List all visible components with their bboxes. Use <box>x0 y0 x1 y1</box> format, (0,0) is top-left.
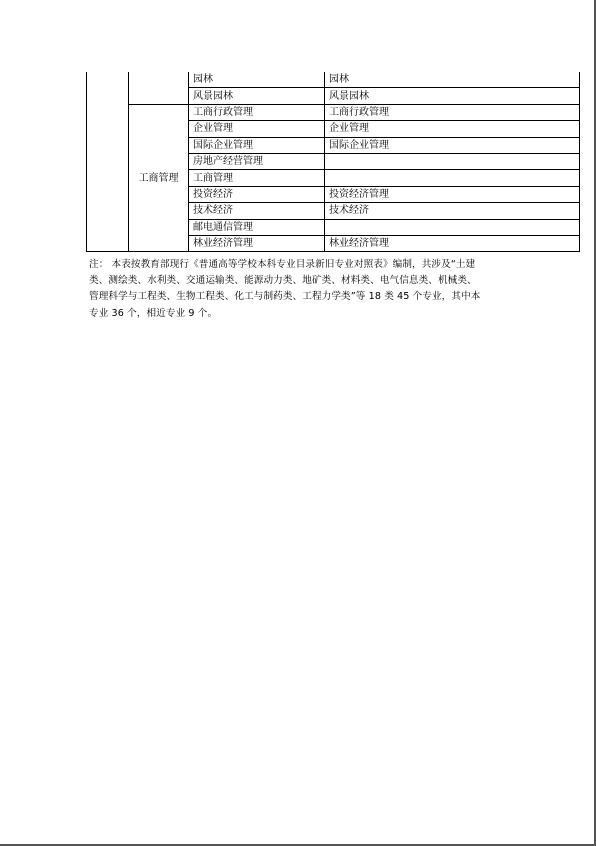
matching-major-cell: 林业经济管理 <box>325 235 580 251</box>
footnote-line: 注： 本表按教育部现行《普通高等学校本科专业目录新旧专业对照表》编制，共涉及“土建 <box>89 259 476 270</box>
major-name-cell: 工商行政管理 <box>189 104 325 120</box>
matching-major-cell: 投资经济管理 <box>325 186 580 202</box>
discipline-cell <box>87 72 129 252</box>
matching-major-cell: 技术经济 <box>325 203 580 219</box>
major-name-cell: 邮电通信管理 <box>189 219 325 235</box>
major-name-cell: 工商管理 <box>189 170 325 186</box>
matching-major-cell: 园林 <box>325 72 580 88</box>
major-name-cell: 国际企业管理 <box>189 137 325 153</box>
matching-major-cell: 风景园林 <box>325 88 580 104</box>
major-name-cell: 技术经济 <box>189 203 325 219</box>
footnote-line: 管理科学与工程类、生物工程类、化工与制药类、工程力学类”等 18 类 45 个专业，其中本 <box>89 291 481 303</box>
major-name-cell: 企业管理 <box>189 121 325 137</box>
major-name-cell: 房地产经营管理 <box>189 153 325 169</box>
table-footnote <box>89 257 519 322</box>
matching-major-cell <box>325 219 580 235</box>
matching-major-cell <box>325 170 580 186</box>
matching-major-cell: 企业管理 <box>325 121 580 137</box>
footnote-line: 类、测绘类、水利类、交通运输类、能源动力类、地矿类、材料类、电气信息类、机械类、 <box>89 275 477 287</box>
major-name-cell: 投资经济 <box>189 186 325 202</box>
major-name-cell: 园林 <box>189 72 325 88</box>
table-row <box>87 104 580 120</box>
table-row <box>87 72 580 88</box>
category-cell-continued <box>129 72 189 104</box>
matching-major-cell <box>325 153 580 169</box>
major-name-cell: 林业经济管理 <box>189 235 325 251</box>
matching-major-cell: 国际企业管理 <box>325 137 580 153</box>
category-cell: 工商管理 <box>129 104 189 252</box>
major-mapping-table <box>86 72 580 252</box>
matching-major-cell: 工商行政管理 <box>325 104 580 120</box>
major-name-cell: 风景园林 <box>189 88 325 104</box>
footnote-line: 专业 36 个，相近专业 9 个。 <box>89 307 218 319</box>
